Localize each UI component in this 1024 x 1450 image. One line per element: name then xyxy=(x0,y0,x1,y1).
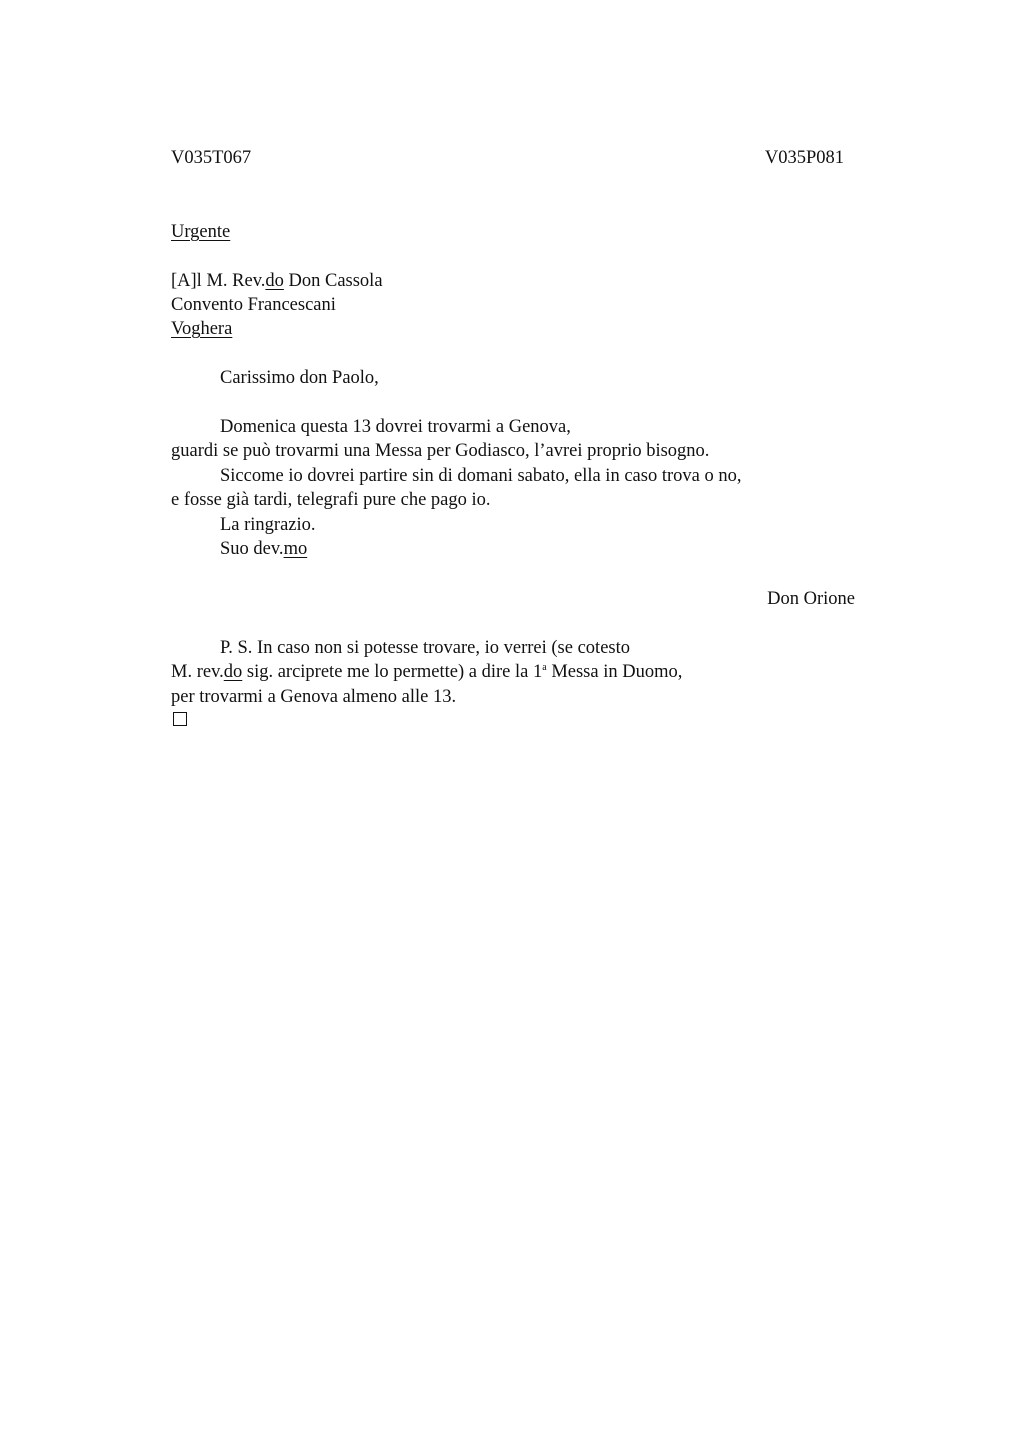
right-document-code: V035P081 xyxy=(764,148,844,168)
signature: Don Orione xyxy=(767,589,855,609)
closing-abbrev: mo xyxy=(283,539,308,559)
salutation: Carissimo don Paolo, xyxy=(220,368,379,388)
address-line-3: Voghera xyxy=(171,319,233,339)
urgent-label: Urgente xyxy=(171,222,231,242)
postscript-line-2-middle: sig. arciprete me lo permette) a dire la 1 xyxy=(242,662,543,682)
body-paragraph-1-line-2: guardi se può trovarmi una Messa per Godiasco, l’avrei proprio bisogno. xyxy=(171,441,710,461)
postscript-line-2-suffix: Messa in Duomo, xyxy=(546,662,683,682)
address-line-2: Convento Francescani xyxy=(171,295,336,315)
address-line-1 xyxy=(171,269,383,293)
postscript-line-3: per trovarmi a Genova almeno alle 13. xyxy=(171,687,457,707)
postscript-line-2-prefix: M. rev. xyxy=(171,662,224,682)
postscript-line-2-abbrev: do xyxy=(223,662,243,682)
postscript-line-1: P. S. In caso non si potesse trovare, io verrei (se cotesto xyxy=(220,638,630,658)
postscript-line-2-superscript: a xyxy=(542,662,547,673)
body-paragraph-2-line-2: e fosse già tardi, telegrafi pure che pago io. xyxy=(171,490,491,510)
thanks-line: La ringrazio. xyxy=(220,515,316,535)
postscript-line-2 xyxy=(171,660,682,684)
address-line-1-suffix: Don Cassola xyxy=(283,271,383,291)
left-document-code: V035T067 xyxy=(171,148,252,168)
closing-line xyxy=(220,537,307,561)
end-marker-box-icon xyxy=(173,712,187,726)
address-line-1-prefix: [A]l M. Rev. xyxy=(171,271,266,291)
body-paragraph-1-line-1: Domenica questa 13 dovrei trovarmi a Genova, xyxy=(220,417,571,437)
address-line-1-abbrev: do xyxy=(265,271,284,291)
body-paragraph-2-line-1: Siccome io dovrei partire sin di domani sabato, ella in caso trova o no, xyxy=(220,466,742,486)
closing-prefix: Suo dev. xyxy=(220,539,284,559)
